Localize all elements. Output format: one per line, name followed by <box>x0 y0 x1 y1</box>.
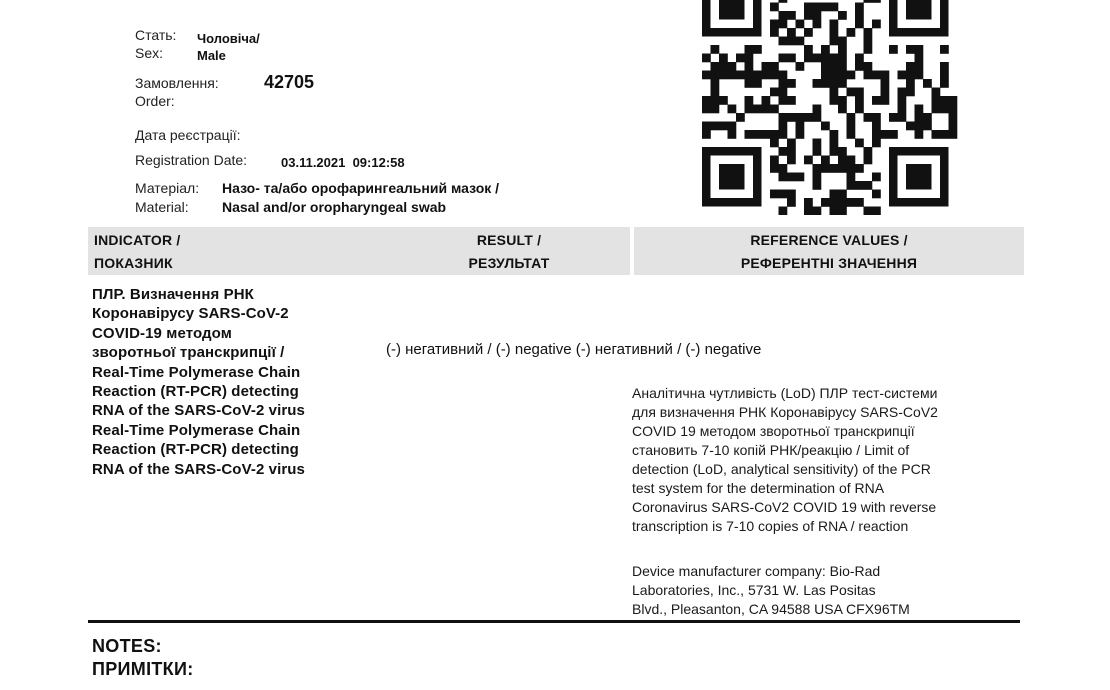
indicator-line: Real-Time Polymerase Chain <box>92 421 301 439</box>
table-header <box>88 227 1024 275</box>
reference-line: становить 7-10 копій РНК/реакцію / Limit of <box>632 442 910 458</box>
material-value-en: Nasal and/or oropharyngeal swab <box>222 199 447 215</box>
indicator-line: ПЛР. Визначення РНК <box>92 286 254 303</box>
section-divider <box>88 620 1020 623</box>
material-label-ua: Матеріал: <box>135 180 200 196</box>
material-value-ua: Назо- та/або орофарингеальний мазок / <box>222 180 500 196</box>
order-number: 42705 <box>264 72 315 92</box>
reference-line: Аналітична чутливість (LoD) ПЛР тест-системи <box>632 385 938 401</box>
reference-line: detection (LoD, analytical sensitivity) of the PCR <box>632 461 931 477</box>
sex-value-en: Male <box>197 48 226 63</box>
indicator-line: Reaction (RT-PCR) detecting <box>92 383 299 401</box>
reference-line: transcription is 7-10 copies of RNA / reaction <box>632 518 909 534</box>
indicator-line: COVID-19 методом <box>92 324 232 342</box>
reference-line: для визначення РНК Коронавірусу SARS-CoV2 <box>632 404 938 420</box>
indicator-line: Real-Time Polymerase Chain <box>92 363 301 381</box>
registration-date: 03.11.2021 09:12:58 <box>281 155 405 170</box>
qr-code-icon <box>700 0 960 215</box>
reference-line: COVID 19 методом зворотньої транскрипції <box>632 423 915 439</box>
indicator-line: RNA of the SARS-CoV-2 virus <box>92 460 306 478</box>
indicator-cell <box>92 285 372 479</box>
reference-line: test system for the determination of RNA <box>632 480 885 496</box>
result-value: (-) негативний / (-) negative (-) негативний / (-) negative <box>386 341 762 358</box>
manufacturer-line: Laboratories, Inc., 5731 W. Las Positas <box>632 582 876 598</box>
manufacturer-line: Device manufacturer company: Bio-Rad <box>632 563 881 579</box>
indicator-line: Коронавірусу SARS-CoV-2 <box>92 305 289 323</box>
notes-label-ua: ПРИМІТКИ: <box>92 659 194 679</box>
indicator-line: RNA of the SARS-CoV-2 virus <box>92 402 306 420</box>
reference-line: Coronavirus SARS-CoV2 COVID 19 with reverse <box>632 499 937 515</box>
material-label-en: Material: <box>135 199 189 215</box>
sex-value-ua: Чоловіча/ <box>197 31 260 46</box>
indicator-line: зворотньої транскрипції / <box>92 344 285 362</box>
manufacturer-line: Blvd., Pleasanton, CA 94588 USA CFX96TM <box>632 601 910 617</box>
registration-label-en: Registration Date: <box>135 152 248 168</box>
notes-label-en: NOTES: <box>92 636 162 656</box>
reference-values <box>632 384 1002 536</box>
column-header-indicator: INDICATOR / ПОКАЗНИК <box>88 227 390 275</box>
registration-label-ua: Дата реєстрації: <box>135 127 241 143</box>
sex-label-en: Sex: <box>135 45 164 61</box>
column-header-reference: REFERENCE VALUES / РЕФЕРЕНТНІ ЗНАЧЕННЯ <box>634 227 1024 275</box>
order-label-ua: Замовлення: <box>135 75 219 91</box>
order-label-en: Order: <box>135 93 175 109</box>
sex-label-ua: Стать: <box>135 27 177 43</box>
column-header-result: RESULT / РЕЗУЛЬТАТ <box>388 227 630 275</box>
manufacturer-info <box>632 562 1002 619</box>
indicator-line: Reaction (RT-PCR) detecting <box>92 441 299 459</box>
